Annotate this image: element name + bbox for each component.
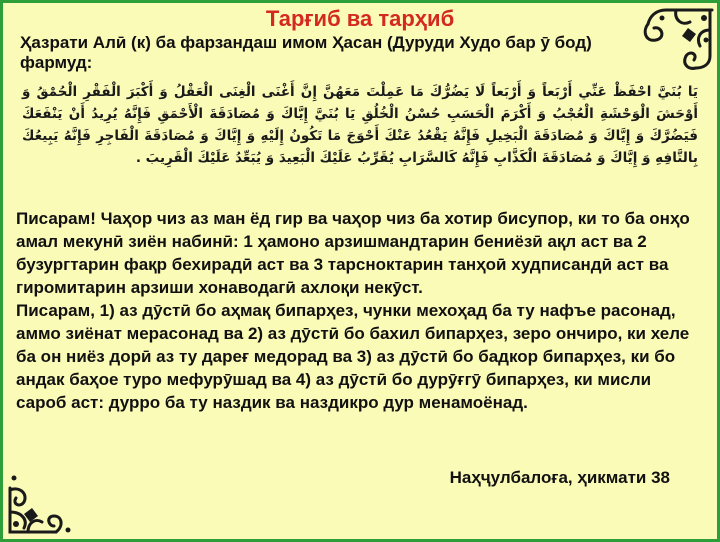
source-citation: Наҳҷулбалоға, ҳикмати 38 <box>449 468 670 487</box>
page-title: Тарғиб ва тарҳиб <box>265 6 455 31</box>
arabic-quote: يَا بُنَيَّ احْفَظْ عَنِّي أَرْبَعاً وَ أَرْبَعاً لَا يَضُرُّكَ مَا عَمِلْتَ مَعَهُنَّ إِنَّ أَغْنَى الْغِنَى الْعَقْلُ وَ أَكْبَرَ الْفَقْرِ الْحُمْقُ وَ أَوْحَشَ الْوَحْشَةِ الْعُجْبُ وَ أَكْرَمَ الْحَسَبِ حُسْنُ الْخُلُقِ يَا بُنَيَّ إِيَّاكَ وَ مُصَادَقَةَ الْأَحْمَقِ فَإِنَّهُ يُرِيدُ أَنْ يَنْفَعَكَ فَيَضُرَّكَ وَ إِيَّاكَ وَ مُصَادَقَةَ الْبَخِيلِ فَإِنَّهُ يَقْعُدُ عَنْكَ أَحْوَجَ مَا تَكُونُ إِلَيْهِ وَ إِيَّاكَ وَ مُصَادَقَةَ الْفَاجِرِ فَإِنَّهُ يَبِيعُكَ بِالتَّافِهِ وَ إِيَّاكَ وَ مُصَادَقَةَ الْكَذَّابِ فَإِنَّهُ كَالسَّرَابِ يُقَرِّبُ عَلَيْكَ الْبَعِيدَ وَ يُبَعِّدُ عَلَيْكَ الْقَرِيبَ . <box>22 84 698 166</box>
floral-ornament-icon <box>6 468 84 538</box>
translation-paragraph-2: Писарам, 1) аз дӯстӣ бо аҳмақ бипарҳез, чунки мехоҳад ба ту нафъе расонад, аммо зиёнат мерасонад ва 2) аз дӯстӣ бо бахил бипарҳез, зеро ончиро, ки хеле ба он ниёз дорӣ аз ту дареғ медорад ва 3) аз дӯстӣ бо бадкор бипарҳез, ки бо андак баҳое туро мефурӯшад ва 4) аз дӯстӣ бо дурӯғгӯ бипарҳез, ки мисли сароб аст: дурро ба ту наздик ва наздикро дур менамоёнад. <box>16 301 690 412</box>
intro-text: Ҳазрати Алӣ (к) ба фарзандаш имом Ҳасан (Дуруди Худо бар ӯ бод) фармуд: <box>20 33 592 72</box>
translation-paragraph-1: Писарам! Чаҳор чиз аз ман ёд гир ва чаҳор чиз ба хотир бисупор, ки то ба онҳо амал мекунӣ зиён набинӣ: 1 ҳамоно арзишмандтарин бениёзӣ ақл аст ва 2 бузургтарин фақр бехирадӣ аст ва 3 тарсноктарин танҳоӣ худписандӣ аст ва гиромитарин арзиши хонаводагӣ ахлоқи некӯст. <box>16 209 690 297</box>
translation-block <box>16 207 706 414</box>
